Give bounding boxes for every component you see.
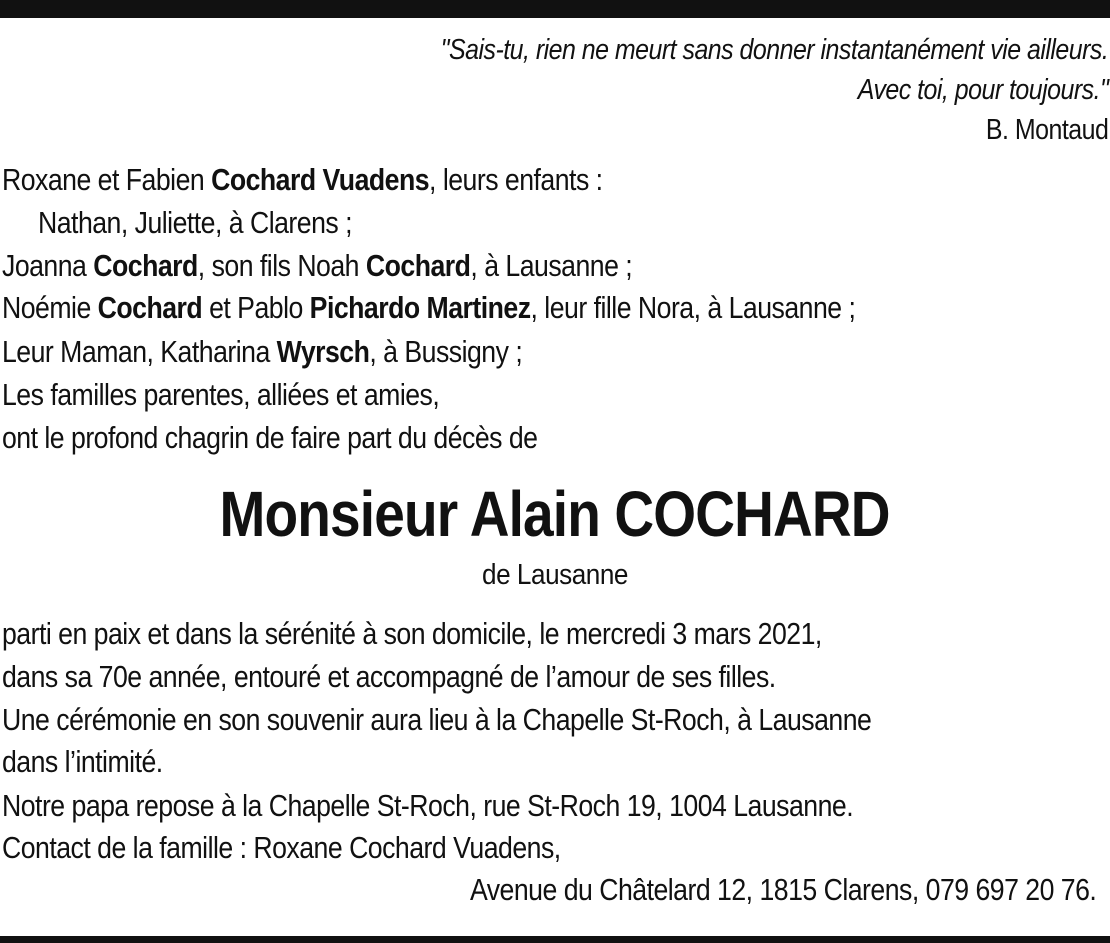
body-line: parti en paix et dans la sérénité à son domicile, le mercredi 3 mars 2021,: [2, 616, 822, 651]
family-line: [38, 203, 403, 243]
quote-line-2: Avec toi, pour toujours.": [857, 74, 1108, 106]
deceased-origin: de Lausanne: [482, 559, 628, 591]
family-text: Roxane et Fabien: [2, 162, 212, 197]
bottom-border: [0, 936, 1110, 943]
family-text: , leurs enfants :: [429, 162, 603, 197]
deceased-name: Monsieur Alain COCHARD: [219, 478, 891, 550]
family-line: [2, 288, 994, 328]
family-text: Les familles parentes, alliées et amies,: [2, 377, 440, 412]
family-text: , son fils Noah: [197, 248, 366, 283]
family-text: , à Lausanne ;: [470, 248, 633, 283]
family-text: et Pablo: [202, 290, 310, 325]
family-surname: Cochard: [365, 248, 471, 283]
body-line: dans l’intimité.: [2, 744, 163, 779]
family-text: , leur fille Nora, à Lausanne ;: [530, 290, 856, 325]
family-text: ont le profond chagrin de faire part du décès de: [2, 420, 538, 455]
quote-author: B. Montaud: [985, 114, 1108, 146]
family-surname: Pichardo Martinez: [309, 290, 531, 325]
family-line: [2, 160, 700, 200]
family-surname: Cochard: [93, 248, 198, 283]
family-line: [2, 246, 735, 286]
family-line: [2, 332, 607, 372]
body-line: Notre papa repose à la Chapelle St-Roch, rue St-Roch 19, 1004 Lausanne.: [2, 788, 854, 823]
body-line: Une cérémonie en son souvenir aura lieu à la Chapelle St-Roch, à Lausanne: [2, 702, 872, 737]
contact-address: Avenue du Châtelard 12, 1815 Clarens, 079 697 20 76.: [469, 872, 1096, 907]
family-text: , à Bussigny ;: [369, 334, 523, 369]
family-text: Noémie: [2, 290, 98, 325]
family-line: [2, 375, 510, 415]
family-surname: Wyrsch: [276, 334, 370, 369]
family-line: [2, 418, 625, 458]
family-surname: Cochard: [97, 290, 203, 325]
family-surname: Cochard Vuadens: [211, 162, 430, 197]
family-text: Leur Maman, Katharina: [2, 334, 277, 369]
body-line: dans sa 70e année, entouré et accompagné de l’amour de ses filles.: [2, 659, 776, 694]
family-text: Joanna: [2, 248, 94, 283]
body-line: Contact de la famille : Roxane Cochard Vuadens,: [2, 830, 561, 865]
quote-line-1: "Sais-tu, rien ne meurt sans donner instantanément vie ailleurs.: [440, 34, 1108, 66]
family-text: Nathan, Juliette, à Clarens ;: [38, 205, 353, 240]
